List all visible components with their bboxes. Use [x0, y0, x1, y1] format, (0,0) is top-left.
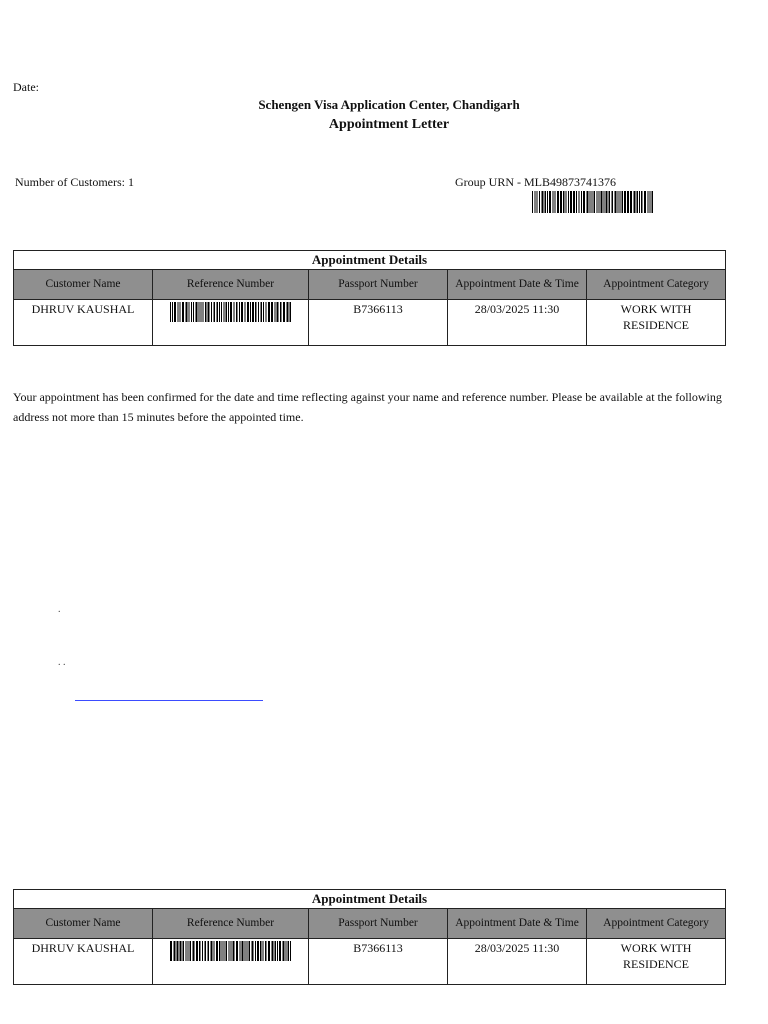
confirmation-text: Your appointment has been confirmed for the date and time reflecting against your name and reference number. Please be available at the following address not more than 15 minutes before the appointed time.	[13, 390, 722, 424]
col-passport-number: Passport Number	[309, 270, 448, 300]
appointment-category	[587, 939, 726, 985]
col-passport-number: Passport Number	[309, 909, 448, 939]
category-line2: RESIDENCE	[623, 318, 690, 332]
col-customer-name: Customer Name	[14, 270, 153, 300]
group-urn: Group URN - MLB49873741376	[455, 175, 616, 189]
table-title: Appointment Details	[14, 251, 726, 270]
letter-title: Appointment Letter	[328, 117, 450, 132]
center-title: Schengen Visa Application Center, Chandigarh	[258, 97, 520, 112]
table-row	[14, 300, 726, 346]
table-row	[14, 939, 726, 985]
category-line1: WORK WITH	[620, 941, 692, 955]
appointment-table	[13, 250, 726, 346]
appointment-category	[587, 300, 726, 346]
col-appointment-category: Appointment Category	[587, 270, 726, 300]
date-label: Date:	[13, 80, 39, 94]
reference-barcode-icon	[170, 302, 292, 322]
customer-name: DHRUV KAUSHAL	[14, 939, 153, 985]
col-reference-number: Reference Number	[153, 909, 309, 939]
stray-mark: . .	[58, 657, 66, 668]
passport-number: B7366113	[309, 939, 448, 985]
col-appointment-category: Appointment Category	[587, 909, 726, 939]
appointment-table	[13, 889, 726, 985]
appointment-datetime: 28/03/2025 11:30	[448, 300, 587, 346]
appointment-datetime: 28/03/2025 11:30	[448, 939, 587, 985]
address-link-underline[interactable]	[75, 700, 263, 701]
customer-count: Number of Customers: 1	[15, 175, 134, 189]
table-title: Appointment Details	[14, 890, 726, 909]
col-reference-number: Reference Number	[153, 270, 309, 300]
col-appointment-datetime: Appointment Date & Time	[448, 909, 587, 939]
reference-barcode-icon	[170, 941, 292, 961]
col-appointment-datetime: Appointment Date & Time	[448, 270, 587, 300]
passport-number: B7366113	[309, 300, 448, 346]
stray-mark: .	[58, 604, 61, 615]
category-line1: WORK WITH	[620, 302, 692, 316]
reference-number-cell	[153, 939, 309, 985]
col-customer-name: Customer Name	[14, 909, 153, 939]
customer-name: DHRUV KAUSHAL	[14, 300, 153, 346]
urn-barcode-icon	[532, 191, 654, 213]
category-line2: RESIDENCE	[623, 957, 690, 971]
reference-number-cell	[153, 300, 309, 346]
